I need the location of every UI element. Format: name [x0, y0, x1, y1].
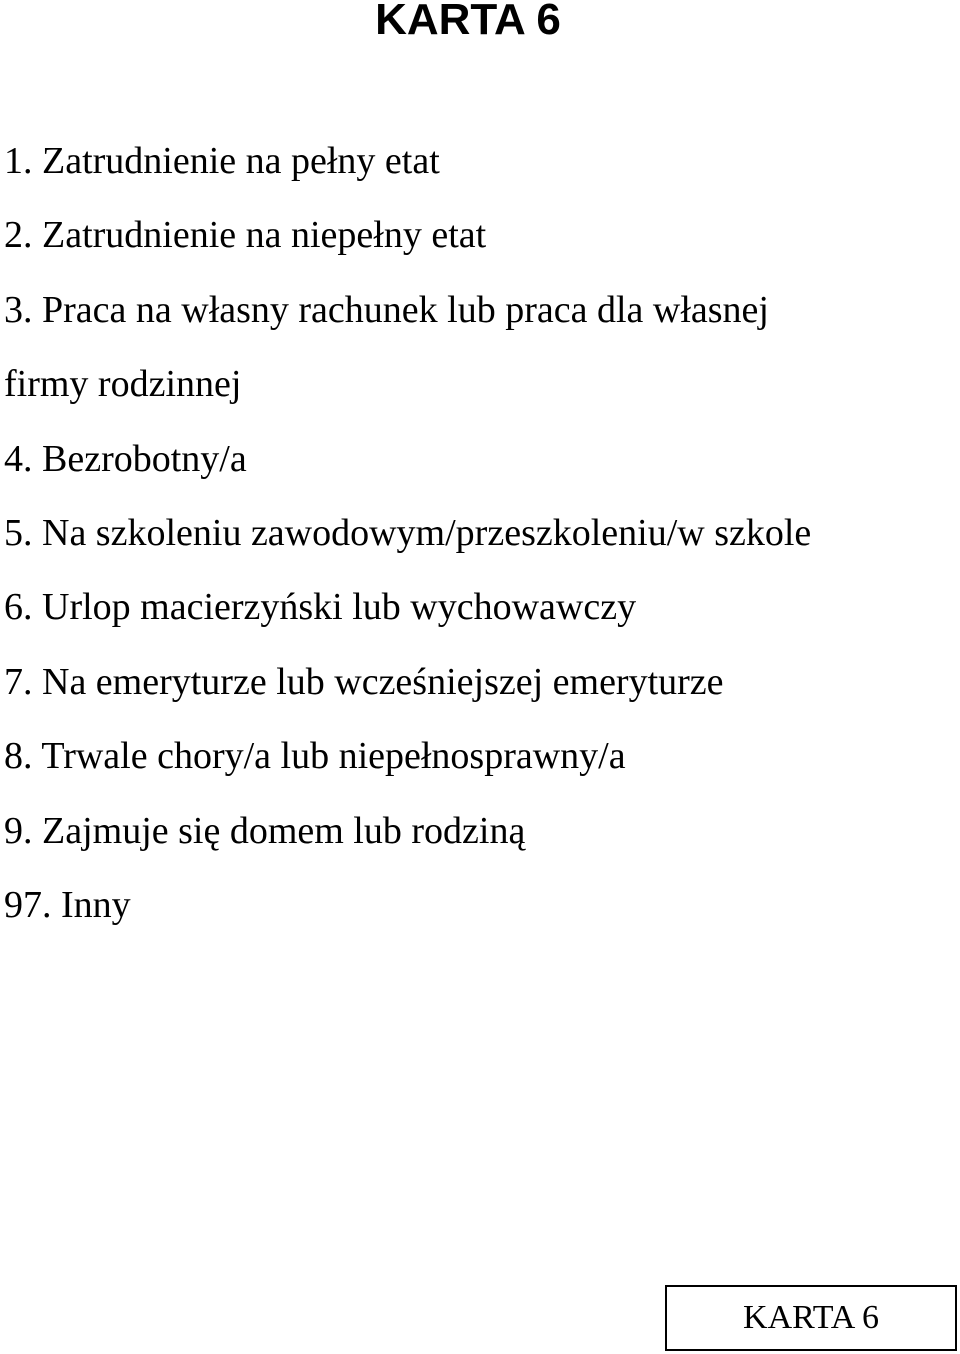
option-9: 9. Zajmuje się domem lub rodziną: [4, 809, 526, 852]
option-5: 5. Na szkoleniu zawodowym/przeszkoleniu/w szkole: [4, 512, 812, 555]
option-2: 2. Zatrudnienie na niepełny etat: [4, 214, 487, 257]
answer-options-list: [4, 124, 960, 942]
option-3: 3. Praca na własny rachunek lub praca dla własnej: [4, 288, 769, 331]
option-97: 97. Inny: [4, 884, 131, 927]
option-8: 8. Trwale chory/a lub niepełnosprawny/a: [4, 735, 626, 778]
card-label-box: KARTA 6: [665, 1285, 957, 1351]
option-4: 4. Bezrobotny/a: [4, 437, 247, 480]
option-6: 6. Urlop macierzyński lub wychowawczy: [4, 586, 637, 629]
page-title: KARTA 6: [375, 0, 561, 44]
option-1: 1. Zatrudnienie na pełny etat: [4, 140, 440, 182]
option-3-continuation: firmy rodzinnej: [4, 363, 242, 406]
option-7: 7. Na emeryturze lub wcześniejszej emeryturze: [4, 660, 724, 703]
